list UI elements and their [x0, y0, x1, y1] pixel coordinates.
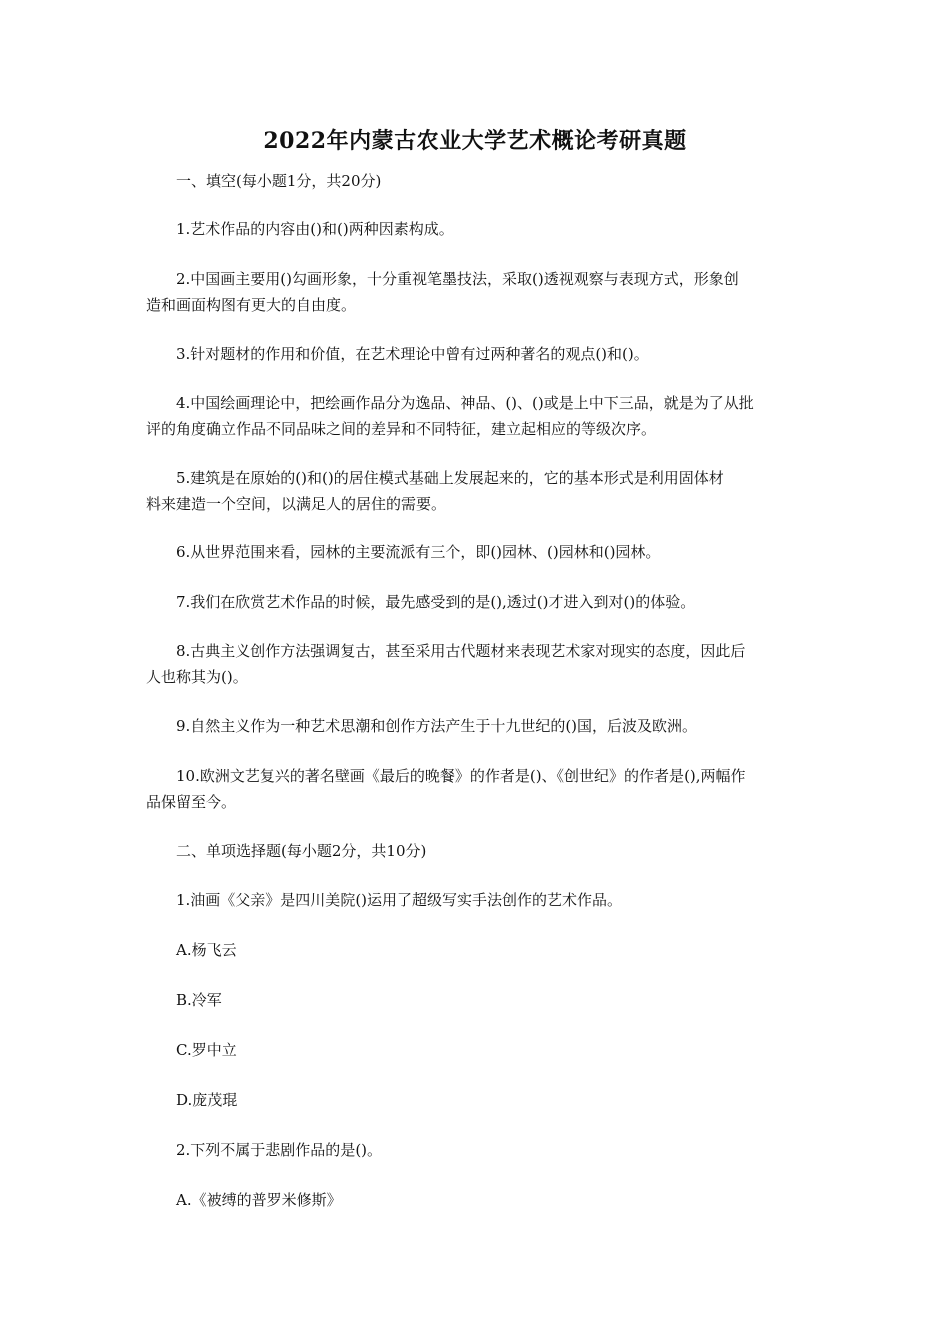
question-1-2-line-2: 造和画面构图有更大的自由度。: [146, 296, 357, 314]
question-2-1-option-a: A.杨飞云: [176, 941, 237, 959]
question-1-5-line-1: 5.建筑是在原始的()和()的居住模式基础上发展起来的，它的基本形式是利用固体材: [176, 469, 724, 487]
question-1-7: 7.我们在欣赏艺术作品的时候，最先感受到的是(),透过()才进入到对()的体验。: [176, 593, 696, 611]
question-2-1: 1.油画《父亲》是四川美院()运用了超级写实手法创作的艺术作品。: [176, 891, 623, 909]
question-1-6: 6.从世界范围来看，园林的主要流派有三个，即()园林、()园林和()园林。: [176, 543, 661, 561]
question-1-8-line-2: 人也称其为()。: [146, 668, 248, 686]
question-2-2-option-a: A.《被缚的普罗米修斯》: [176, 1191, 342, 1209]
question-1-3: 3.针对题材的作用和价值，在艺术理论中曾有过两种著名的观点()和()。: [176, 345, 649, 363]
question-1-5-line-2: 料来建造一个空间，以满足人的居住的需要。: [146, 495, 447, 513]
question-1-9: 9.自然主义作为一种艺术思潮和创作方法产生于十九世纪的()国，后波及欧洲。: [176, 717, 698, 735]
question-1-1: 1.艺术作品的内容由()和()两种因素构成。: [176, 220, 454, 238]
question-1-4-line-1: 4.中国绘画理论中，把绘画作品分为逸品、神品、()、()或是上中下三品，就是为了从批: [176, 394, 754, 412]
question-2-2: 2.下列不属于悲剧作品的是()。: [176, 1141, 383, 1159]
question-1-2-line-1: 2.中国画主要用()勾画形象，十分重视笔墨技法，采取()透视观察与表现方式，形象创: [176, 270, 739, 288]
question-1-4-line-2: 评的角度确立作品不同品味之间的差异和不同特征，建立起相应的等级次序。: [146, 420, 657, 438]
question-2-1-option-c: C.罗中立: [176, 1041, 237, 1059]
question-1-8-line-1: 8.古典主义创作方法强调复古，甚至采用古代题材来表现艺术家对现实的态度，因此后: [176, 642, 746, 660]
section-heading-fill-blank: 一、填空(每小题1分，共20分): [176, 172, 382, 190]
section-heading-single-choice: 二、单项选择题(每小题2分，共10分): [176, 842, 427, 860]
question-1-10-line-1: 10.欧洲文艺复兴的著名壁画《最后的晚餐》的作者是()、《创世纪》的作者是(),两幅作: [176, 767, 746, 785]
question-1-10-line-2: 品保留至今。: [146, 793, 237, 811]
page-title: 2022年内蒙古农业大学艺术概论考研真题: [263, 128, 687, 154]
question-2-1-option-d: D.庞茂琨: [176, 1091, 238, 1109]
question-2-1-option-b: B.冷军: [176, 991, 222, 1009]
